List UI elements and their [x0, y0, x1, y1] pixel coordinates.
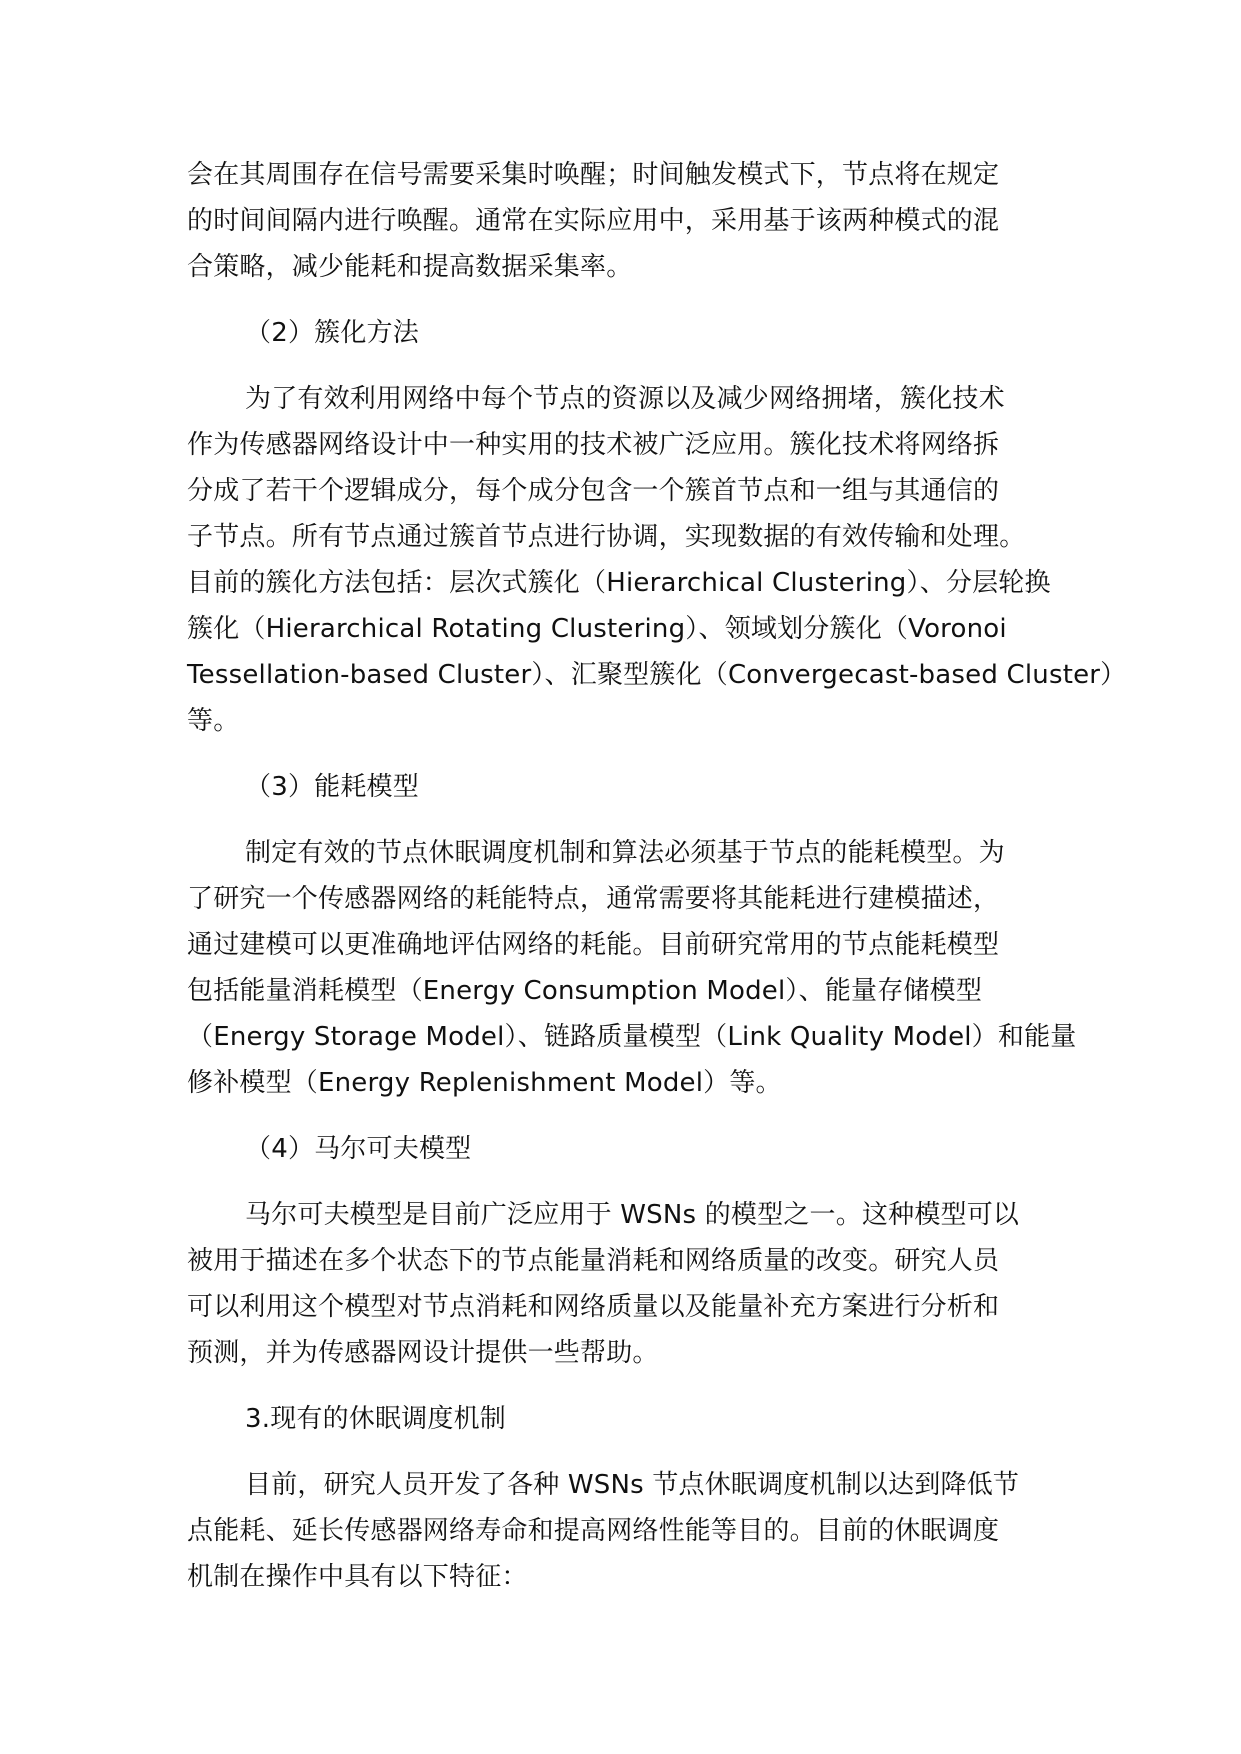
section-heading-sleep-scheduling: [187, 1396, 1087, 1442]
text-line: 了研究一个传感器网络的耗能特点，通常需要将其能耗进行建模描述，: [187, 884, 1000, 914]
text-line: 包括能量消耗模型（Energy Consumption Model）、能量存储模型: [187, 976, 983, 1006]
text-line: 作为传感器网络设计中一种实用的技术被广泛应用。簇化技术将网络拆: [187, 430, 1000, 460]
text-line: 马尔可夫模型是目前广泛应用于 WSNs 的模型之一。这种模型可以: [245, 1200, 1020, 1230]
text-line: 目前的簇化方法包括：层次式簇化（Hierarchical Clustering）、分层轮换: [187, 568, 1051, 598]
text-line: 合策略，减少能耗和提高数据采集率。: [187, 252, 633, 282]
text-line: 预测，并为传感器网设计提供一些帮助。: [187, 1338, 659, 1368]
paragraph-clustering: [187, 376, 1127, 744]
section-heading-markov-model: [187, 1126, 1087, 1172]
text-line: 可以利用这个模型对节点消耗和网络质量以及能量补充方案进行分析和: [187, 1292, 1000, 1322]
heading-line: （4）马尔可夫模型: [245, 1134, 472, 1164]
heading-line: （3）能耗模型: [245, 772, 419, 802]
text-line: 会在其周围存在信号需要采集时唤醒；时间触发模式下，节点将在规定: [187, 160, 1000, 190]
text-line: 目前，研究人员开发了各种 WSNs 节点休眠调度机制以达到降低节: [245, 1470, 1020, 1500]
text-line: 分成了若干个逻辑成分，每个成分包含一个簇首节点和一组与其通信的: [187, 476, 1000, 506]
text-line: 机制在操作中具有以下特征：: [187, 1562, 528, 1592]
text-line: 为了有效利用网络中每个节点的资源以及减少网络拥堵，簇化技术: [245, 384, 1005, 414]
paragraph-sleep-scheduling: [187, 1462, 1087, 1600]
document-body: [187, 152, 1127, 1600]
text-line: 点能耗、延长传感器网络寿命和提高网络性能等目的。目前的休眠调度: [187, 1516, 1000, 1546]
text-line: 制定有效的节点休眠调度机制和算法必须基于节点的能耗模型。为: [245, 838, 1005, 868]
text-line: 子节点。所有节点通过簇首节点进行协调，实现数据的有效传输和处理。: [187, 522, 1026, 552]
paragraph-energy-model: [187, 830, 1087, 1106]
text-line: 修补模型（Energy Replenishment Model）等。: [187, 1068, 782, 1098]
text-line: Tessellation-based Cluster）、汇聚型簇化（Convergecast-based Cluster）: [187, 660, 1127, 690]
text-line: 的时间间隔内进行唤醒。通常在实际应用中，采用基于该两种模式的混: [187, 206, 1000, 236]
heading-line: 3.现有的休眠调度机制: [245, 1404, 507, 1434]
text-line: 被用于描述在多个状态下的节点能量消耗和网络质量的改变。研究人员: [187, 1246, 1000, 1276]
section-heading-energy-model: [187, 764, 1087, 810]
text-line: （Energy Storage Model）、链路质量模型（Link Quality Model）和能量: [187, 1022, 1077, 1052]
heading-line: （2）簇化方法: [245, 318, 419, 348]
paragraph-continued: [187, 152, 1087, 290]
text-line: 簇化（Hierarchical Rotating Clustering）、领域划分簇化（Voronoi: [187, 614, 1007, 644]
text-line: 通过建模可以更准确地评估网络的耗能。目前研究常用的节点能耗模型: [187, 930, 1000, 960]
text-line: 等。: [187, 706, 240, 736]
section-heading-clustering: [187, 310, 1087, 356]
paragraph-markov-model: [187, 1192, 1087, 1376]
